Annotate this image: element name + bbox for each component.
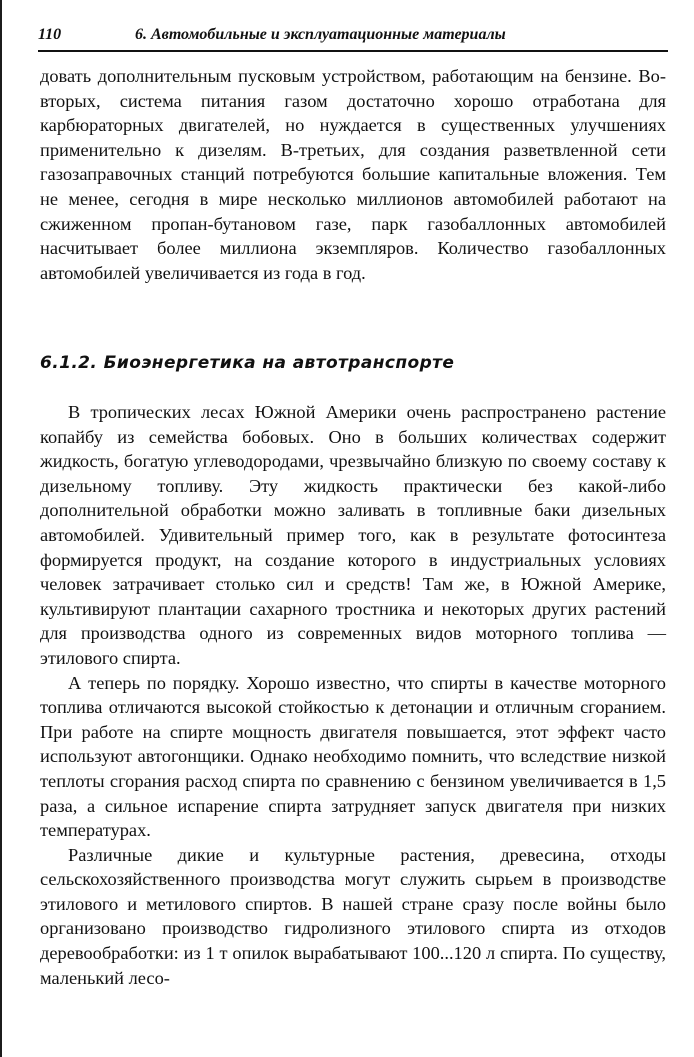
paragraph-copaiba: В тропических лесах Южной Америки очень распространено растение копайбу из семейства бобовых. Оно в больших количествах содержит жидкость, богатую углеводородами, чрезвычайно близкую по своему составу к дизельному топливу. Эту жидкость практически без какой-либо дополнительной обработки можно заливать в топливные баки дизельных автомобилей. Удивительный пример того, как в результате фотосинтеза формируется продукт, на создание которого в индустриальных условиях человек затрачивает столько сил и средств! Там же, в Южной Америке, культивируют плантации сахарного тростника и некоторых других растений для производства одного из современных видов моторного топлива — этилового спирта. bbox=[40, 402, 666, 668]
running-head bbox=[38, 26, 666, 48]
chapter-title: 6. Автомобильные и эксплуатационные материалы bbox=[135, 26, 506, 43]
continuation-paragraph: довать дополнительным пусковым устройством, работающим на бензине. Во-вторых, система питания газом достаточно хорошо отработана для карбюраторных двигателей, но нуждается в существенных улучшениях применительно к дизелям. В-третьих, для создания разветвленной сети газозаправочных станций потребуются большие капитальные вложения. Тем не менее, сегодня в мире несколько миллионов автомобилей работают на сжиженном пропан-бутановом газе, парк газобаллонных автомобилей насчитывает более миллиона экземпляров. Количество газобаллонных автомобилей увеличивается из года в год. bbox=[40, 66, 666, 283]
header-rule bbox=[38, 50, 668, 52]
paragraph-raw-materials: Различные дикие и культурные растения, древесина, отходы сельскохозяйственного производства могут служить сырьем в производстве этилового и метилового спиртов. В нашей стране сразу после войны было организовано производство гидролизного этилового спирта из отходов деревообработки: из 1 т опилок вырабатывают 100...120 л спирта. По существу, маленький лесо- bbox=[40, 844, 666, 988]
page-number: 110 bbox=[38, 26, 62, 43]
section-heading: 6.1.2. Биоэнергетика на автотранспорте bbox=[40, 353, 455, 373]
paragraph-alcohol-fuel: А теперь по порядку. Хорошо известно, что спирты в качестве моторного топлива отличаются высокой стойкостью к детонации и отличным сгоранием. При работе на спирте мощность двигателя повышается, этот эффект часто используют автогонщики. Однако необходимо помнить, что вследствие низкой теплоты сгорания расход спирта по сравнению с бензином увеличивается в 1,5 раза, а сильное испарение спирта затрудняет запуск двигателя при низких температурах. bbox=[40, 672, 666, 841]
section-body bbox=[40, 400, 666, 990]
